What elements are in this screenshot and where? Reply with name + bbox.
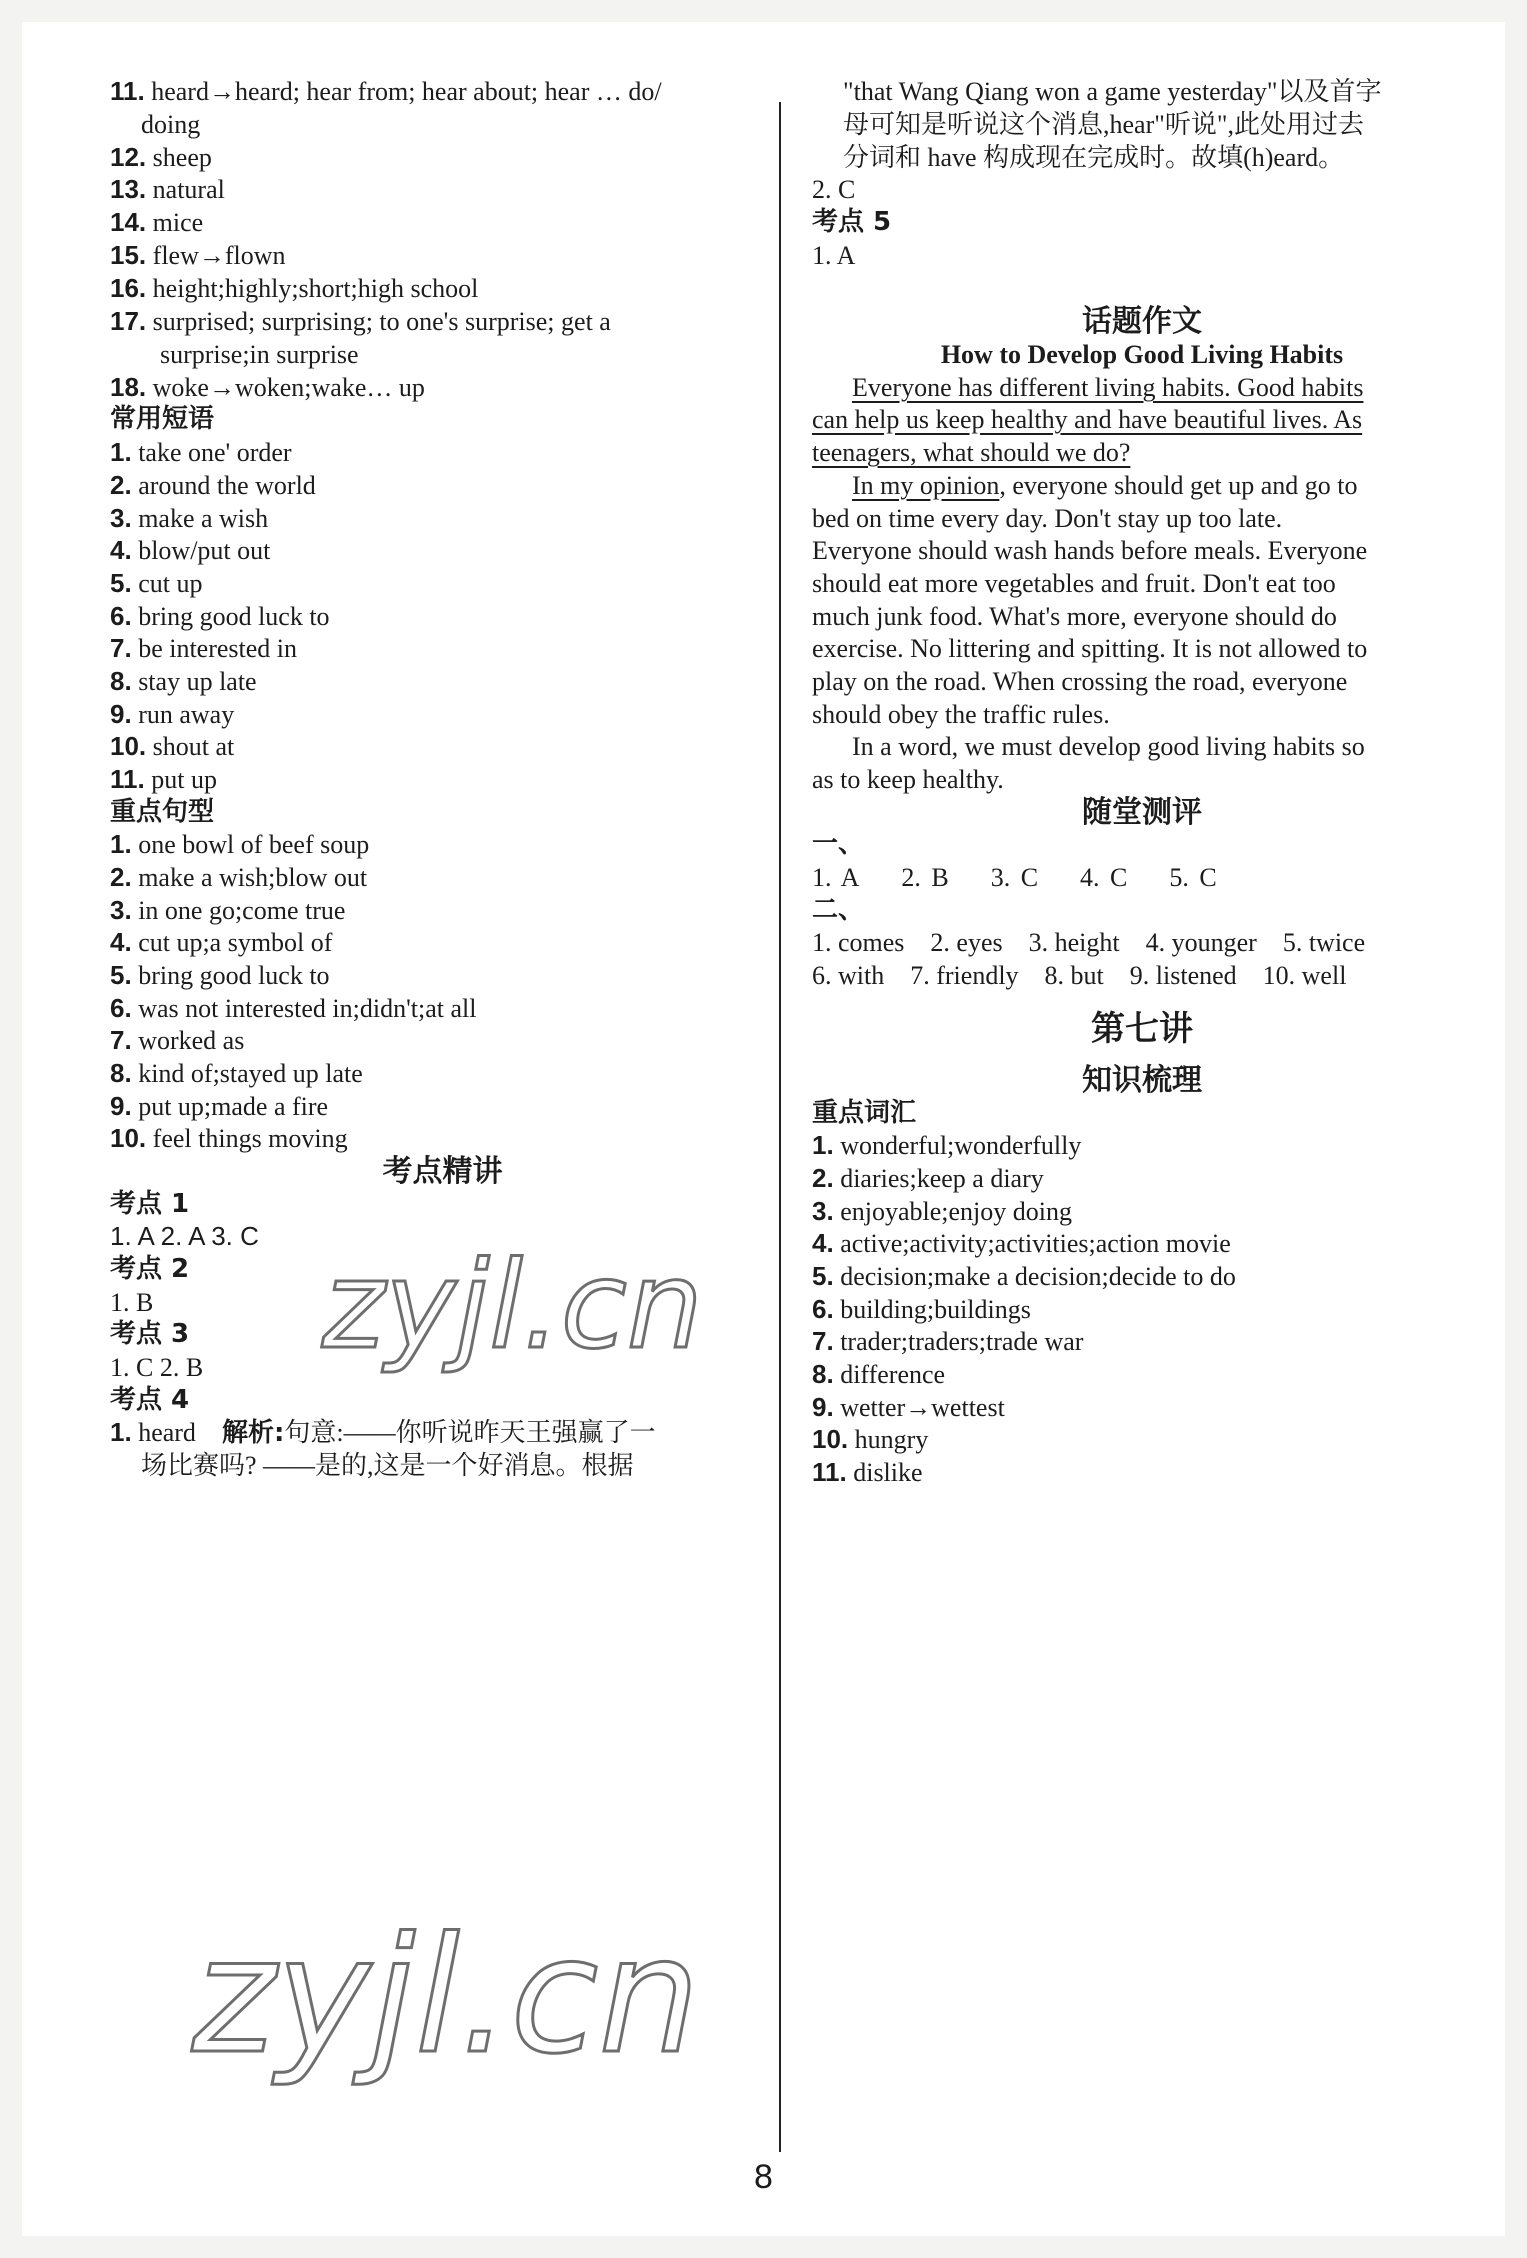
essay-line: should obey the traffic rules.: [812, 700, 1110, 729]
kaodian-3-answers: 1. C 2. B: [110, 1353, 204, 1382]
essay-line: In a word, we must develop good living habits so: [852, 732, 1365, 761]
list-item: 9. run away: [110, 699, 235, 729]
kaodian-4-explanation: 场比赛吗? ——是的,这是一个好消息。根据: [141, 1451, 634, 1480]
essay-line: play on the road. When crossing the road, everyone: [812, 667, 1348, 696]
list-item: 5. decision;make a decision;decide to do: [812, 1261, 1236, 1291]
list-item: 16. height;highly;short;high school: [110, 273, 479, 303]
lecture-title: 第七讲: [1091, 1009, 1193, 1049]
list-item: 1. take one' order: [110, 437, 292, 467]
list-item: 8. kind of;stayed up late: [110, 1058, 363, 1088]
list-item: 3. enjoyable;enjoy doing: [812, 1196, 1072, 1226]
exam-points-title: 考点精讲: [382, 1154, 503, 1189]
kaodian-1-heading: 考点 1: [110, 1189, 190, 1219]
knowledge-title: 知识梳理: [1082, 1063, 1202, 1098]
kaodian-3-heading: 考点 3: [110, 1319, 190, 1349]
answer-page: [22, 22, 1505, 2236]
list-item: 6. building;buildings: [812, 1294, 1031, 1324]
test-section-2: 二、: [812, 895, 865, 925]
essay-line: Everyone should wash hands before meals. Everyone: [812, 536, 1368, 565]
test-section-1-answers: 1. A 2. B 3. C 4. C 5. C: [812, 863, 1217, 892]
essay-line: much junk food. What's more, everyone should do: [812, 602, 1337, 631]
essay-line: should eat more vegetables and fruit. Don't eat too: [812, 569, 1336, 598]
list-item: 6. was not interested in;didn't;at all: [110, 993, 477, 1023]
essay-line: can help us keep healthy and have beautiful lives. As: [812, 405, 1363, 434]
page-number: 8: [754, 2158, 773, 2196]
list-item: 7. trader;traders;trade war: [812, 1326, 1084, 1356]
essay-line: Everyone has different living habits. Good habits: [852, 373, 1364, 402]
kaodian-4-heading: 考点 4: [110, 1385, 190, 1415]
column-divider: [779, 102, 781, 2152]
kaodian-5-heading: 考点 5: [812, 207, 892, 237]
essay-line: In my opinion, everyone should get up and go to: [852, 471, 1358, 500]
explanation-continued: "that Wang Qiang won a game yesterday"以及首字: [843, 77, 1382, 106]
kaodian-5-answers: 1. A: [812, 241, 856, 270]
kaodian-4-answer-line: 1. heard 解析:句意:——你听说昨天王强赢了一: [110, 1417, 656, 1448]
list-item: 7. be interested in: [110, 633, 298, 663]
kaodian-1-answers: 1. A 2. A 3. C: [110, 1221, 259, 1251]
list-item: 12. sheep: [110, 142, 212, 172]
essay-line: as to keep healthy.: [812, 765, 1004, 794]
list-item: 4. blow/put out: [110, 535, 271, 565]
essay-line: exercise. No littering and spitting. It is not allowed to: [812, 634, 1368, 663]
essay-title: How to Develop Good Living Habits: [940, 340, 1344, 369]
kaodian-2-heading: 考点 2: [110, 1254, 190, 1284]
test-section-2-row-2: 6. with 7. friendly 8. but 9. listened 10. well: [812, 961, 1347, 990]
list-item: 11. put up: [110, 764, 217, 794]
list-item: 17. surprised; surprising; to one's surprise; get a: [110, 306, 611, 336]
list-item: 14. mice: [110, 207, 204, 237]
list-item: 3. make a wish: [110, 503, 269, 533]
essay-line: bed on time every day. Don't stay up too late.: [812, 504, 1283, 533]
section-heading-vocab: 重点词汇: [812, 1098, 917, 1128]
list-item: doing: [141, 110, 201, 139]
list-item: 2. around the world: [110, 470, 316, 500]
explanation-continued: 母可知是听说这个消息,hear"听说",此处用过去: [843, 110, 1364, 139]
list-item: 8. difference: [812, 1359, 946, 1389]
section-heading-phrases: 常用短语: [110, 404, 215, 434]
list-item: 4. cut up;a symbol of: [110, 927, 333, 957]
list-item: 2. make a wish;blow out: [110, 862, 368, 892]
explanation-continued: 分词和 have 构成现在完成时。故填(h)eard。: [843, 143, 1345, 172]
list-item: 9. put up;made a fire: [110, 1091, 329, 1121]
essay-line: teenagers, what should we do?: [812, 438, 1131, 467]
list-item: 18. woke→woken;wake… up: [110, 372, 425, 402]
list-item: 5. cut up: [110, 568, 203, 598]
watermark: zyjl.cn: [322, 1237, 703, 1376]
watermark: zyjl.cn: [192, 1902, 700, 2089]
list-item: surprise;in surprise: [160, 340, 359, 369]
list-item: 4. active;activity;activities;action movie: [812, 1228, 1231, 1258]
list-item: 9. wetter→wettest: [812, 1392, 1005, 1422]
test-section-2-row-1: 1. comes 2. eyes 3. height 4. younger 5. twice: [812, 928, 1366, 957]
list-item: 7. worked as: [110, 1025, 245, 1055]
list-item: 10. hungry: [812, 1424, 929, 1454]
list-item: 10. feel things moving: [110, 1123, 348, 1153]
section-heading-sentences: 重点句型: [110, 797, 215, 827]
list-item: 11. heard→heard; hear from; hear about; hear … do/: [110, 76, 662, 106]
essay-section-title: 话题作文: [1082, 304, 1202, 339]
list-item: 13. natural: [110, 174, 225, 204]
list-item: 2. diaries;keep a diary: [812, 1163, 1044, 1193]
in-class-test-title: 随堂测评: [1082, 795, 1202, 830]
list-item: 8. stay up late: [110, 666, 257, 696]
list-item: 1. one bowl of beef soup: [110, 829, 370, 859]
test-section-1: 一、: [812, 829, 865, 859]
list-item: 15. flew→flown: [110, 240, 286, 270]
list-item: 10. shout at: [110, 731, 235, 761]
list-item: 5. bring good luck to: [110, 960, 330, 990]
list-item: 3. in one go;come true: [110, 895, 346, 925]
list-item: 11. dislike: [812, 1457, 923, 1487]
kaodian-2-answers: 1. B: [110, 1288, 154, 1317]
kaodian-4-q2: 2. C: [812, 175, 856, 204]
list-item: 1. wonderful;wonderfully: [812, 1130, 1082, 1160]
list-item: 6. bring good luck to: [110, 601, 330, 631]
